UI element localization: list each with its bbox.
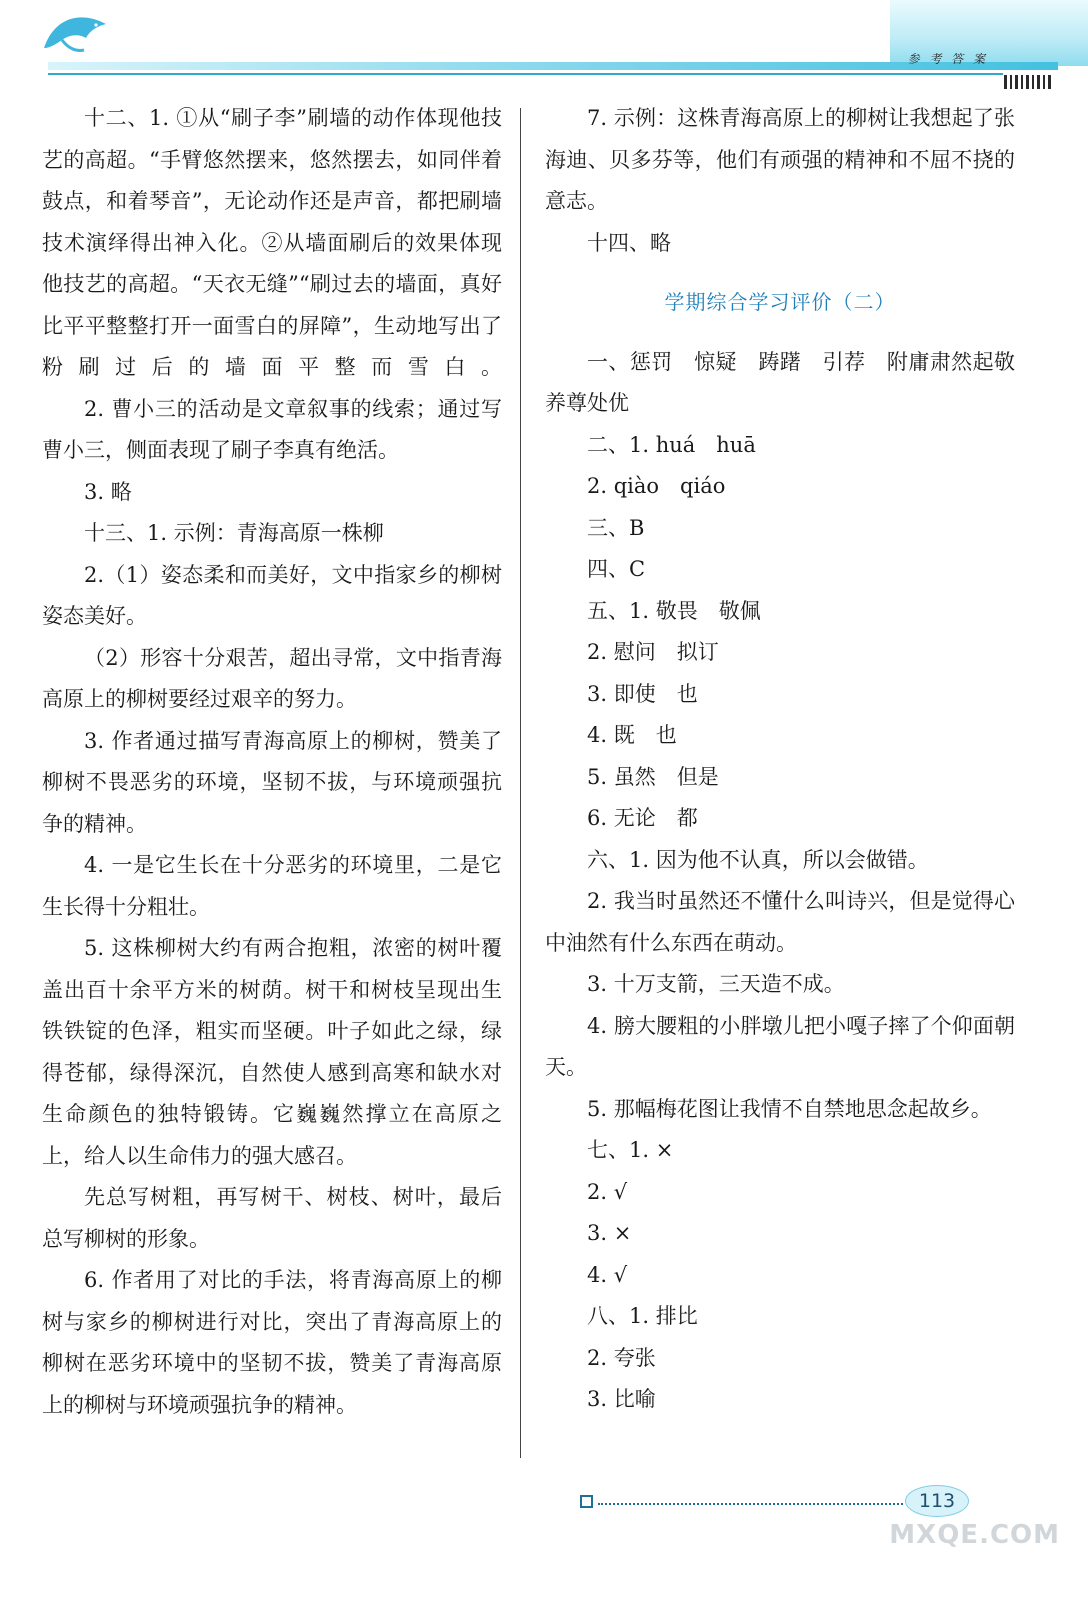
answer-paragraph: 六、1. 因为他不认真，所以会做错。	[587, 847, 929, 872]
right-column	[545, 98, 1036, 1421]
answer-paragraph: 3. 作者通过描写青海高原上的柳树，赞美了柳树不畏恶劣的环境，坚韧不拔，与环境顽强抗争的精神。	[42, 728, 502, 836]
footer-dotted-line	[598, 1503, 903, 1505]
dolphin-icon	[40, 8, 112, 60]
answer-paragraph: 2. 慰问 拟订	[587, 640, 719, 664]
answer-paragraph: 2.（1）姿态柔和而美好，文中指家乡的柳树姿态美好。	[42, 562, 502, 628]
answer-paragraph: 2. qiào qiáo	[587, 474, 726, 498]
answer-paragraph: 十二、1. ①从“刷子李”刷墙的动作体现他技艺的高超。“手臂悠然摆来，悠然摆去，如同伴着鼓点，和着琴音”，无论动作还是声音，都把刷墙技术演绎得出神入化。②从墙面刷后的效果体现他技艺的高超。“天衣无缝”“刷过去的墙面，真好比平平整整打开一面雪白的屏障”，生动地写出了粉刷过后的墙面平整而雪白。	[42, 106, 502, 379]
answer-paragraph: 3. 十万支箭，三天造不成。	[587, 972, 845, 996]
answer-paragraph: 6. 作者用了对比的手法，将青海高原上的柳树与家乡的柳树进行对比，突出了青海高原上的柳树在恶劣环境中的坚韧不拔，赞美了青海高原上的柳树与环境顽强抗争的精神。	[42, 1268, 502, 1417]
answer-paragraph: （2）形容十分艰苦，超出寻常，文中指青海高原上的柳树要经过艰辛的努力。	[42, 645, 502, 711]
answer-paragraph: 4. 膀大腰粗的小胖墩儿把小嘎子摔了个仰面朝天。	[545, 1013, 1015, 1079]
answer-paragraph: 十四、略	[587, 230, 671, 255]
answer-paragraph: 五、1. 敬畏 敬佩	[587, 598, 761, 623]
answer-paragraph: 4. √	[587, 1262, 628, 1287]
answer-paragraph: 3. ×	[587, 1221, 632, 1245]
answer-paragraph: 6. 无论 都	[587, 806, 698, 830]
answer-paragraph: 三、B	[587, 515, 645, 540]
answer-paragraph: 7. 示例：这株青海高原上的柳树让我想起了张海迪、贝多芬等，他们有顽强的精神和不屈不挠的意志。	[545, 106, 1015, 213]
answer-paragraph: 十三、1. 示例：青海高原一株柳	[84, 521, 384, 545]
answer-paragraph: 2. √	[587, 1179, 628, 1204]
section-title: 学期综合学习评价（二）	[664, 290, 896, 314]
answer-paragraph: 5. 这株柳树大约有两合抱粗，浓密的树叶覆盖出百十余平方米的树荫。树干和树枝呈现出生铁铁锭的色泽，粗实而坚硬。叶子如此之绿，绿得苍郁，绿得深沉，自然使人感到高寒和缺水对生命颜色的独特锻铸。它巍巍然撑立在高原之上，给人以生命伟力的强大感召。	[42, 936, 502, 1168]
answer-paragraph: 2. 夸张	[587, 1345, 656, 1370]
header-stripes	[1004, 75, 1051, 89]
answer-paragraph: 4. 既 也	[587, 723, 677, 747]
header-label: 参 考 答 案	[907, 52, 988, 66]
answer-paragraph: 3. 即使 也	[587, 681, 698, 706]
answer-paragraph: 一、惩罚 惊疑 踌躇 引荐 附庸肃然起敬 养尊处优	[545, 349, 1036, 415]
answer-paragraph: 5. 那幅梅花图让我情不自禁地思念起故乡。	[587, 1096, 992, 1121]
answer-paragraph: 二、1. huá huā	[587, 432, 756, 457]
answer-paragraph: 先总写树粗，再写树干、树枝、树叶，最后总写柳树的形象。	[42, 1185, 502, 1251]
header-band	[48, 62, 1058, 70]
answer-paragraph: 3. 比喻	[587, 1387, 656, 1411]
answer-paragraph: 2. 曹小三的活动是文章叙事的线索；通过写曹小三，侧面表现了刷子李真有绝活。	[42, 396, 502, 462]
answer-paragraph: 5. 虽然 但是	[587, 764, 719, 789]
answer-paragraph: 4. 一是它生长在十分恶劣的环境里，二是它生长得十分粗壮。	[42, 853, 502, 919]
page-header	[0, 0, 1088, 95]
footer-square-icon	[580, 1495, 593, 1508]
answer-paragraph: 七、1. ×	[587, 1138, 674, 1162]
page-number: 113	[905, 1485, 969, 1517]
answer-paragraph: 八、1. 排比	[587, 1304, 698, 1328]
header-line	[48, 73, 1003, 75]
answer-paragraph: 3. 略	[84, 479, 132, 504]
watermark: MXQE.COM	[889, 1520, 1060, 1550]
column-divider	[520, 108, 521, 1458]
page-footer	[0, 1470, 1088, 1600]
answer-paragraph: 四、C	[587, 557, 646, 581]
left-column	[42, 98, 502, 1426]
answer-paragraph: 2. 我当时虽然还不懂什么叫诗兴，但是觉得心中油然有什么东西在萌动。	[545, 889, 1015, 955]
